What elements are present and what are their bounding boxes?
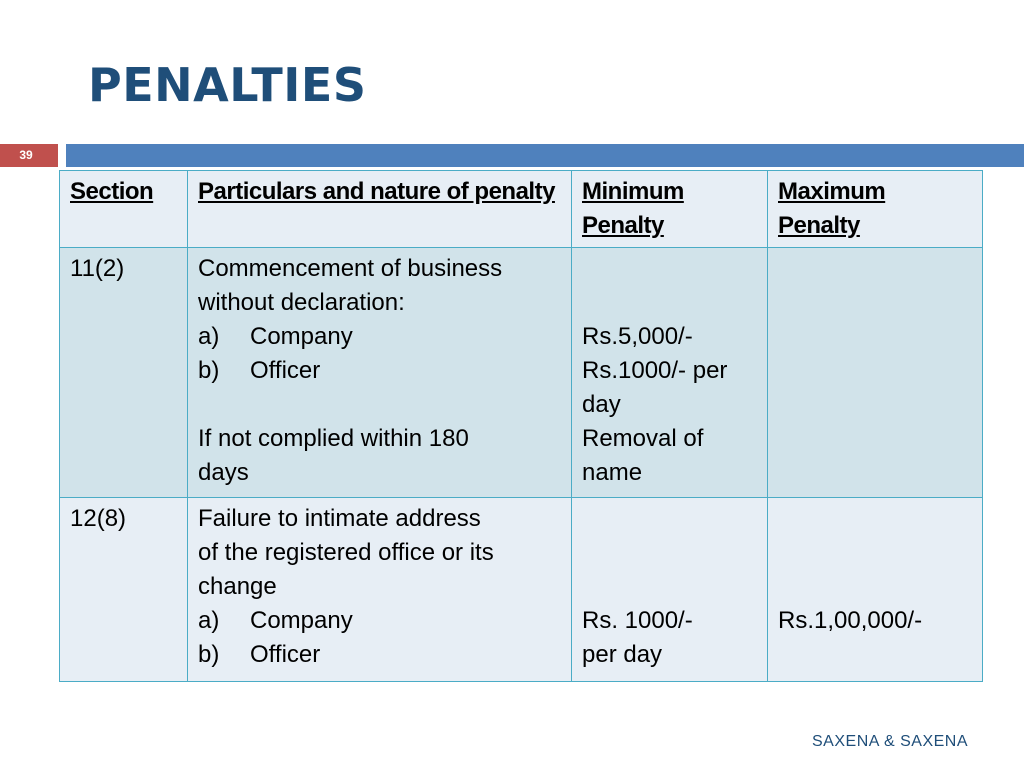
slide-number: 39 [19,148,33,162]
cell-particulars [188,498,572,682]
page-title: PENALTIES [88,58,367,112]
penalty-line: Removal of [582,425,704,452]
list-marker: a) [198,323,220,350]
particulars-line: Commencement of business [198,255,503,282]
particulars-line: days [198,459,249,486]
cell-minimum-penalty [572,498,768,682]
penalty-line: Rs.5,000/- [582,323,693,350]
penalty-line: Rs.1,00,000/- [778,607,923,634]
header-bar [66,144,1024,167]
spacer [582,252,757,286]
list-item [198,604,561,638]
list-text: Company [250,607,353,634]
list-text: Officer [250,641,321,668]
penalty-line: name [582,459,643,486]
table-header-row [60,171,983,248]
spacer [582,570,757,604]
particulars-line: If not complied within 180 [198,425,469,452]
particulars-line: without declaration: [198,289,405,316]
spacer [582,286,757,320]
header-section: Section [60,171,188,248]
cell-minimum-penalty [572,248,768,498]
cell-particulars [188,248,572,498]
list-item [198,320,561,354]
particulars-line: change [198,573,277,600]
slide-number-badge [0,144,58,167]
particulars-line: Failure to intimate address [198,505,481,532]
header-minimum-penalty: Minimum Penalty [572,171,768,248]
spacer [198,388,561,422]
list-item [198,638,561,672]
list-item [198,354,561,388]
penalty-line: Rs.1000/- per [582,357,728,384]
spacer [778,536,972,570]
particulars-line: of the registered office or its [198,539,494,566]
list-text: Officer [250,357,321,384]
penalty-line: day [582,391,621,418]
cell-maximum-penalty [768,498,983,682]
table-row [60,498,983,682]
header-particulars: Particulars and nature of penalty [188,171,572,248]
list-text: Company [250,323,353,350]
spacer [778,570,972,604]
spacer [582,502,757,536]
cell-maximum-penalty [768,248,983,498]
list-marker: b) [198,357,220,384]
cell-section: 12(8) [60,498,188,682]
penalty-line: Rs. 1000/- [582,607,693,634]
penalties-table [59,170,983,682]
table-row [60,248,983,498]
footer-text: SAXENA & SAXENA [812,733,969,750]
list-marker: a) [198,607,220,634]
list-marker: b) [198,641,220,668]
spacer [582,536,757,570]
spacer [778,502,972,536]
penalty-line: per day [582,641,663,668]
header-maximum-penalty: Maximum Penalty [768,171,983,248]
cell-section: 11(2) [60,248,188,498]
